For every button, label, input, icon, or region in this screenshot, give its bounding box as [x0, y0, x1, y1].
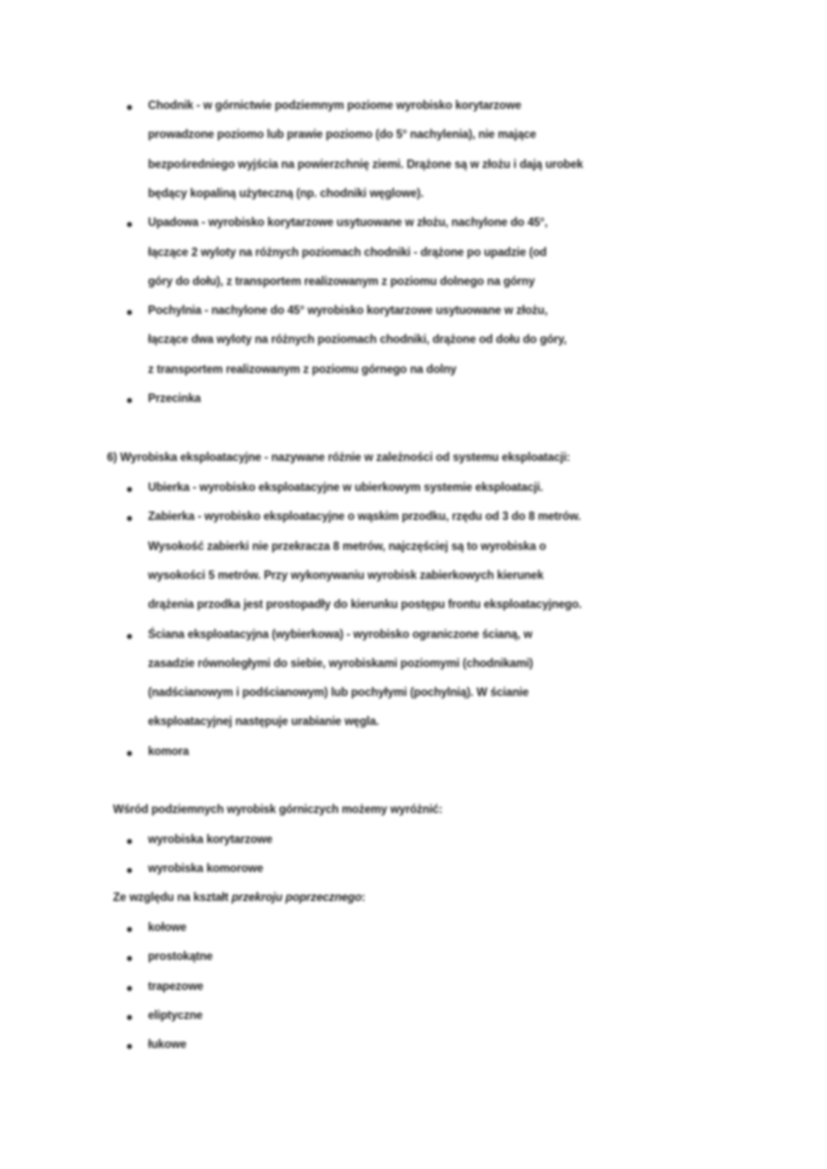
list-item-line: wyrobiska korytarzowe — [148, 834, 273, 846]
section-intro-shape — [113, 892, 365, 904]
bullet-icon — [127, 310, 132, 315]
bullet-icon — [127, 222, 132, 227]
list-item-line: bezpośredniego wyjścia na powierzchnię ziemi. Drążone są w złożu i dają urobek — [148, 158, 584, 171]
list-item-line: Ściana eksploatacyjna (wybierkowa) - wyrobisko ograniczone ścianą, w — [148, 628, 533, 641]
intro-text: Ze względu na kształt — [113, 892, 232, 904]
intro-italic: przekroju poprzecznego — [231, 892, 362, 904]
list-item-line: Upadowa - wyrobisko korytarzowe usytuowane w złożu, nachylone do 45°, — [148, 217, 548, 230]
bullet-icon — [127, 839, 132, 844]
list-item-line: wysokości 5 metrów. Przy wykonywaniu wyrobisk zabierkowych kierunek — [148, 569, 544, 582]
list-item-line: prowadzone poziomo lub prawie poziomo (do 5° nachylenia), nie mające — [148, 129, 537, 142]
list-item-line: Przecinka — [148, 393, 201, 405]
list-item-line: Wysokość zabierki nie przekracza 8 metrów, najczęściej są to wyrobiska o — [148, 540, 547, 553]
bullet-icon — [127, 105, 132, 110]
bullet-icon — [127, 398, 132, 403]
section-intro: Wśród podziemnych wyrobisk górniczych możemy wyróżnić: — [113, 804, 443, 816]
list-item-line: będący kopaliną użyteczną (np. chodniki węglowe). — [148, 187, 424, 200]
list-item-line: kołowe — [148, 922, 187, 934]
list-item-line: łączące 2 wyloty na różnych poziomach chodniki - drążone po upadzie (od — [148, 246, 547, 259]
list-item-line: prostokątne — [148, 951, 213, 964]
list-item-line: trapezowe — [148, 980, 204, 993]
list-item-line: eliptyczne — [148, 1009, 203, 1022]
bullet-icon — [127, 634, 132, 639]
list-item-line: wyrobiska komorowe — [148, 863, 264, 876]
section-heading: 6) Wyrobiska eksploatacyjne - nazywane różnie w zależności od systemu eksploatacji: — [107, 452, 571, 464]
bullet-icon — [127, 868, 132, 873]
list-item-line: drążenia przodka jest prostopadły do kierunku postępu frontu eksploatacyjnego. — [148, 599, 582, 612]
bullet-icon — [127, 516, 132, 521]
list-item-line: Zabierka - wyrobisko eksploatacyjne o wąskim przodku, rzędu od 3 do 8 metrów. — [148, 511, 581, 524]
bullet-icon — [127, 1044, 132, 1049]
bullet-icon — [127, 1015, 132, 1020]
bullet-icon — [127, 956, 132, 961]
list-item-line: (nadścianowym i podścianowym) lub pochyłymi (pochylnią). W ścianie — [148, 687, 529, 700]
list-item-line: łukowe — [148, 1039, 187, 1052]
intro-end: : — [361, 892, 366, 904]
list-item-line: eksploatacyjnej następuje urabianie węgla. — [148, 716, 380, 729]
bullet-icon — [127, 751, 132, 756]
list-item-line: góry do dołu), z transportem realizowanym z poziomu dolnego na górny — [148, 275, 535, 288]
list-item-line: komora — [148, 745, 189, 758]
bullet-icon — [127, 487, 132, 492]
list-item-line: Chodnik - w górnictwie podziemnym poziome wyrobisko korytarzowe — [148, 100, 522, 112]
bullet-icon — [127, 927, 132, 932]
list-item-line: z transportem realizowanym z poziomu górnego na dolny — [148, 363, 457, 376]
list-item-line: zasadzie równoległymi do siebie, wyrobiskami poziomymi (chodnikami) — [148, 657, 534, 670]
bullet-icon — [127, 986, 132, 991]
list-item-line: łączące dwa wyloty na różnych poziomach chodniki, drążone od dołu do góry, — [148, 334, 567, 347]
list-item-line: Pochylnia - nachylone do 45° wyrobisko korytarzowe usytuowane w złożu, — [148, 305, 548, 318]
list-item-line: Ubierka - wyrobisko eksploatacyjne w ubierkowym systemie eksploatacji. — [148, 482, 544, 494]
